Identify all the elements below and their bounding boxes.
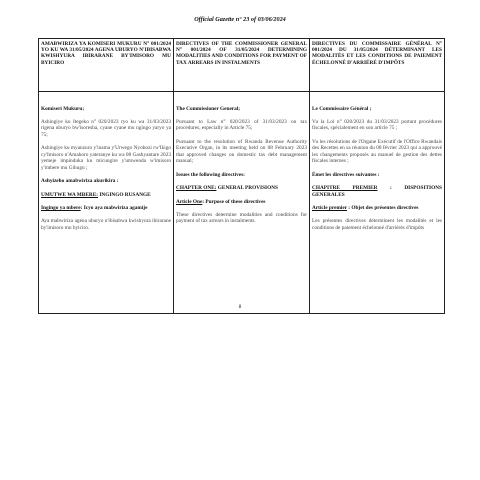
chapter-label: CHAPITRE PREMIER [312,185,378,192]
article-text: These directives determine modalities and conditions for payment of tax arrears in instalments. [176,212,307,225]
chapter-label: UMUTWE WA MBERE: [41,191,98,198]
issues-statement: Issues the following directives: [176,171,245,178]
kinyarwanda-body [39,92,174,314]
article-title: : Objet des présentes directives [346,205,419,212]
article-heading [312,205,442,211]
authority: The Commissioner General; [176,105,241,112]
kinyarwanda-title: AMABWIRIZA YA KOMISERI MUKURU N° 001/2024 YO KU WA 31/05/2024 AGENA UBURYO N'IBISABWA KWISHYURA IBIRARANE BY'IMISORO MU BYICIRO [39,39,174,92]
article-title: : Icyo aya mabwiriza agamije [80,205,148,212]
article-label: Article premier [312,205,347,212]
authority: Le Commissaire Général ; [312,105,372,112]
article-text: Les présentes directives déterminent les modalités et les conditions de paiement échelonné d'arriérés d'impôts [312,218,442,231]
body-row [39,92,445,314]
chapter-title: INGINGO RUSANGE [99,191,151,198]
title-row [39,39,445,92]
french-body [310,92,445,314]
english-body [174,92,310,314]
article-title: : Purpose of these directives [202,198,266,205]
legal-basis-2: Pursuant to the resolution of Rwanda Revenue Authority Executive Organ, in its meeting held on 08 February 2023 that approved changes on domestic tax debt management manual; [176,138,307,165]
trilingual-table [38,38,445,314]
article-heading [41,205,171,211]
article-label: Ingingo ya mbere [41,205,81,212]
chapter-heading [312,185,442,198]
english-title: DIRECTIVES OF THE COMMISSIONER GENERAL N° 001/2024 OF 31/05/2024 DETERMINING MODALITIES AND CONDITIONS FOR PAYMENT OF TAX ARREARS IN INSTALMENTS [174,39,310,92]
legal-basis-2: Ashingiye ku myanzuro y'inama y'Urwego Nyobozi rw'Ikigo cy'Imisoro n'Amahoro yateranye ku wa 08 Gashyantare 2023 yemeje impinduka ku micungire y'umwenda w'imisoro y'imbere mu Gihugu ; [41,145,171,171]
article-label: Article One [176,198,203,205]
page-number: 8 [238,305,242,310]
gazette-header: Official Gazette n° 23 of 03/06/2024 [194,16,286,23]
legal-basis-2: Vu les résolutions de l'Organe Exécutif de l'Office Rwandais des Recettes en sa réunion du 08 février 2023 qui a approuvé les changements proposés au manuel de gestion des dettes fiscales internes ; [312,138,442,165]
article-text: Aya mabwiriza agena uburyo n'ibisabwa kwishyura ibirarane by'imisoro mu byiciro. [41,218,171,231]
article-heading [176,199,307,205]
chapter-title: : DISPOSITIONS GENERALES [312,185,442,198]
legal-basis-1: Pursuant to Law n° 020/2023 of 31/03/2023 on tax procedures, especially in Article 75; [176,118,307,132]
chapter-title: GENERAL PROVISIONS [217,185,278,192]
issues-statement: Émet les directives suivantes : [312,171,380,178]
french-title: DIRECTIVES DU COMMISSAIRE GÉNÉRAL N° 001/2024 DU 31/05/2024 DÉTERMINANT LES MODALITÉS ET LES CONDITIONS DE PAIEMENT ÉCHELONNÉ D'ARRIÉRÉ D'IMPÔTS [310,39,445,92]
legal-basis-1: Vu la Loi n° 020/2023 du 31/03/2023 portant procédures fiscales, spécialement en son article 75 ; [312,118,442,132]
authority: Komiseri Mukuru; [41,105,85,112]
issues-statement: Ashyizeho amabwiriza akurikira : [41,178,119,185]
chapter-heading [41,192,171,198]
chapter-label: CHAPTER ONE: [176,185,217,192]
chapter-heading [176,185,307,191]
legal-basis-1: Ashingiye ku Itegeko n° 020/2023 ryo ku wa 31/03/2023 rigena uburyo bw'isoresha, cyane cyane mu ngingo yaryo ya 75; [41,118,171,138]
